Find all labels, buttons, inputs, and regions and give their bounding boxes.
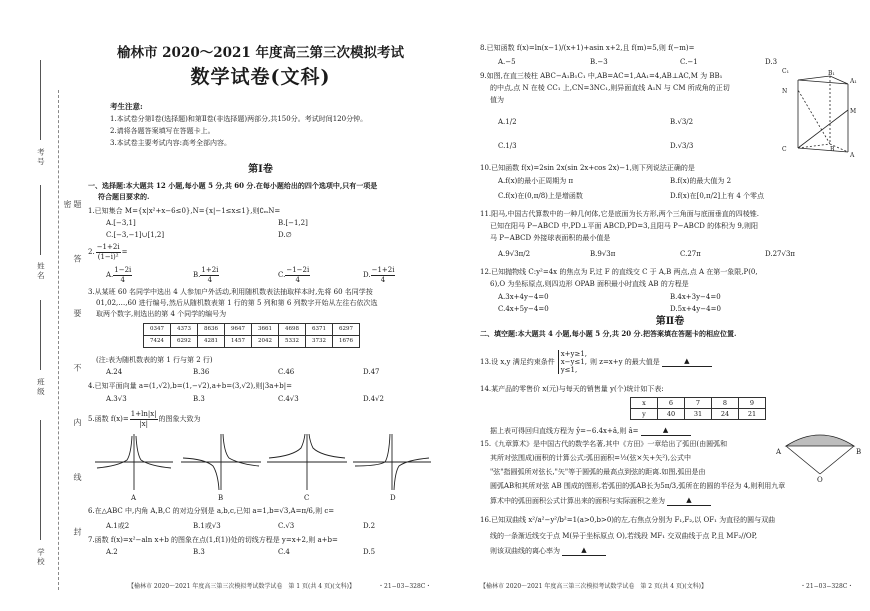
q8-option-d: D.3 (765, 58, 778, 66)
q13-answer-blank (662, 357, 712, 367)
q2-option-denominator: 4 (120, 275, 126, 284)
q14-answer-blank (641, 426, 691, 436)
q14-table-cell: 9 (739, 398, 766, 409)
q16-stem-2: 线的一条渐近线交于点 M(异于坐标原点 O),若线段 MF₁ 交双曲线于点 P,且 MF₂//OP, (490, 532, 758, 540)
q13-constraint-3: y≤1, (560, 366, 578, 375)
q2-option-letter: B. (193, 270, 201, 279)
q2-option-fraction (285, 266, 310, 285)
q6-option-b: B.1或√3 (193, 522, 221, 530)
q11-stem-2: 已知在阳马 P−ABCD 中,PD⊥平面 ABCD,PD=3,且阳马 P−ABCD 的体积为 9,则阳 (490, 222, 759, 230)
q5-label-c: C (304, 494, 310, 502)
q4-option-b: B.3 (193, 395, 205, 403)
q2-option-denominator: 4 (295, 275, 301, 284)
random-number-cell: 2042 (252, 335, 279, 347)
q9-option-a: A.1/2 (498, 118, 517, 126)
q3-note: (注:表为随机数表的第 1 行与第 2 行) (96, 356, 213, 364)
notice-item-3: 3.本试卷主要考试内容:高考全部内容。 (110, 139, 232, 147)
q2-option-letter: A. (106, 270, 114, 279)
q14-regression (490, 426, 691, 436)
q4-option-d: D.4√2 (363, 395, 384, 403)
random-number-cell: 5332 (279, 335, 306, 347)
q13-stem (480, 350, 712, 374)
q5-suffix: 的图象大致为 (158, 414, 201, 423)
part1-instruction-2: 符合题目要求的. (98, 192, 150, 201)
xingming-label: 姓名 (36, 262, 46, 281)
q12-option-b: B.4x+3y−4=0 (670, 293, 721, 301)
q2-stem (88, 243, 127, 262)
q10-stem: 10.已知函数 f(x)=2sin 2x(sin 2x+cos 2x)−1,则下列说法正确的是 (480, 164, 695, 172)
q2-fraction (96, 243, 121, 262)
q2-option-numerator: −1+2i (371, 266, 395, 274)
notice-item-1: 1.本试卷分第Ⅰ卷(选择题)和第Ⅱ卷(非选择题)两部分,共150分。考试时间120分钟。 (110, 115, 368, 123)
q2-option-numerator: 1+2i (201, 266, 219, 274)
arc-field-figure (780, 430, 860, 480)
kaohao-line (40, 60, 41, 140)
seal-line-text: 题 答 要 不 内 线 封 密 (63, 200, 82, 558)
q12-option-c: C.4x+5y−4=0 (498, 305, 549, 313)
fig-label-b1: B₁ (828, 70, 835, 77)
arc-label-b: B (856, 448, 862, 456)
q14-table-cell: 24 (712, 409, 739, 420)
q2-options (106, 266, 426, 286)
q1-option-a: A.[−3,1] (106, 219, 136, 227)
footer-left: 【榆林市 2020～2021 年度高三第三次模拟考试数学试卷 第 1 页(共 4 页)(文科)】 (128, 583, 355, 590)
q5-label-d: D (390, 494, 396, 502)
footer-right-code: ・21−03−328C・ (800, 583, 854, 590)
fig-label-a1: A₁ (850, 78, 857, 85)
q2-option-letter: C. (278, 270, 286, 279)
q2-option-d (363, 266, 395, 285)
q2-option-fraction (200, 266, 219, 285)
q2-denominator: (1−i)² (97, 252, 119, 261)
q9-stem-1: 9.如图,在直三棱柱 ABC−A₁B₁C₁ 中,AB=AC=1,AA₁=4,AB⊥AC,M 为 BB₁ (480, 72, 723, 80)
q14-table-cell: 40 (658, 409, 685, 420)
fig-label-m: M (850, 108, 857, 115)
footer-right: 【榆林市 2020～2021 年度高三第三次模拟考试数学试卷 第 2 页(共 4 页)(文科)】 (480, 583, 707, 590)
q5-label-a: A (131, 494, 137, 502)
q1-option-d: D.∅ (278, 231, 292, 239)
q2-option-numerator: 1−2i (114, 266, 132, 274)
xuexiao-line (40, 420, 41, 540)
part1-title: 第Ⅰ卷 (248, 164, 273, 175)
q3-stem-1: 3.从某班 60 名同学中选出 4 人参加户外活动,利用随机数表法抽取样本时,先将 60 名同学按 (88, 288, 373, 296)
q2-option-c (278, 266, 310, 285)
q9-option-d: D.√3/3 (670, 142, 694, 150)
q2-option-fraction (113, 266, 132, 285)
q6-stem: 6.在△ABC 中,内角 A,B,C 的对边分别是 a,b,c,已知 a=1,b=√3,A=π/6,则 c= (88, 507, 335, 515)
q3-option-b: B.36 (193, 368, 210, 376)
q3-option-c: C.46 (278, 368, 295, 376)
q2-equals: = (121, 247, 128, 256)
q9-stem-2: 的中点,点 N 在棱 CC₁ 上,CN=3NC₁,则异面直线 A₁N 与 CM 所成角的正切 (490, 84, 730, 92)
fig-label-c1: C₁ (782, 68, 789, 75)
q16-stem-3 (490, 546, 606, 556)
q16-answer-blank (562, 546, 606, 556)
random-number-cell: 4281 (198, 335, 225, 347)
q11-option-c: C.27π (680, 250, 701, 258)
q5-prefix: 5.函数 f(x)= (88, 414, 129, 423)
q14-table-cell: x (631, 398, 658, 409)
q15-stem-3: "弦"指圆弧所对弦长,"矢"等于圆弧的最高点到弦的距离.如图,弧田是由 (490, 468, 706, 476)
q3-stem-3: 取两个数字,则选出的第 4 个同学的编号为 (96, 310, 227, 318)
q12-stem-1: 12.已知抛物线 C:y²=4x 的焦点为 F,过 F 的直线交 C 于 A,B 两点,点 A 在第一象限,P(0, (480, 268, 758, 276)
q5-graph-c (267, 434, 347, 490)
q5-fraction (130, 410, 158, 429)
part2-instruction: 二、填空题:本大题共 4 小题,每小题 5 分,共 20 分.把答案填在答题卡的相应位置. (480, 329, 737, 338)
q11-option-b: B.9√3π (590, 250, 616, 258)
q14-row-x (631, 398, 766, 409)
random-row-2 (144, 335, 360, 347)
fig-label-a: A (850, 152, 855, 159)
footer-left-code: ・21−03−328C・ (378, 583, 432, 590)
fig-label-c: C (782, 146, 787, 153)
random-number-cell: 1676 (333, 335, 360, 347)
q16-stem-3-text: 则该双曲线的离心率为 (490, 546, 560, 555)
random-number-cell: 3732 (306, 335, 333, 347)
q6-option-c: C.√3 (278, 522, 295, 530)
q14-table-cell: y (631, 409, 658, 420)
q16-stem-1: 16.已知双曲线 x²/a²−y²/b²=1(a>0,b>0)的左,右焦点分别为 F₁,F₂,以 OF₁ 为直径的圆与双曲 (480, 516, 776, 524)
random-number-cell: 8636 (198, 324, 225, 336)
right-page (440, 0, 870, 611)
q2-number: 2. (88, 247, 95, 256)
q12-option-a: A.3x+4y−4=0 (498, 293, 549, 301)
q13-constraint-1: x+y≥1, (560, 350, 588, 358)
q15-stem-1: 15.《九章算术》是中国古代的数学名著,其中《方田》一章给出了弧田(由圆弧和 (480, 440, 728, 448)
q15-stem-5-text: 算术中的弧田面积公式计算出来的面积与实际面积之差为 (490, 496, 665, 505)
q5-label-b: B (218, 494, 224, 502)
q2-option-denominator: 4 (380, 275, 386, 284)
random-number-cell: 1457 (225, 335, 252, 347)
q14-table-cell: 31 (685, 409, 712, 420)
banji-label: 班级 (36, 378, 46, 397)
banji-line (40, 300, 41, 370)
q10-option-b: B.f(x)的最大值为 2 (670, 177, 732, 185)
q2-numerator: −1+2i (96, 243, 120, 251)
q14-table-cell: 6 (658, 398, 685, 409)
q2-option-numerator: −1−2i (286, 266, 310, 274)
q11-stem-1: 11.阳马,中国古代算数中的一种几何体,它是底面为长方形,两个三角面与底面垂直的四棱锥. (480, 210, 760, 218)
random-row-1 (144, 324, 360, 336)
q2-option-fraction (371, 266, 396, 285)
q13-constraint-2: x−y≤1, (560, 358, 588, 367)
q11-option-a: A.9√3π/2 (498, 250, 531, 258)
part1-instruction: 一、选择题:本大题共 12 小题,每小题 5 分,共 60 分.在每小题给出的四个选项中,只有一项是 (88, 181, 378, 190)
arc-label-o: O (817, 476, 823, 484)
q10-option-d: D.f(x)在[0,π/2]上有 4 个零点 (670, 192, 765, 200)
q15-stem-4: 圆弧AB和其所对弦 AB 围成的图形,若弧田的弧AB长为5π/3,弧所在的圆的半径为 4,则利用九章 (490, 482, 786, 490)
q10-option-a: A.f(x)的最小正周期为 π (498, 177, 574, 185)
q16-answer-mark: ▲ (581, 546, 587, 554)
q1-option-b: B.[−1,2] (278, 219, 308, 227)
q15-answer-blank (667, 496, 711, 506)
q8-option-b: B.−3 (590, 58, 608, 66)
q14-table (630, 397, 766, 420)
q1-option-c: C.[−3,−1]∪[1,2] (106, 231, 165, 239)
q8-option-c: C.−1 (680, 58, 698, 66)
arc-label-a: A (776, 448, 782, 456)
random-number-cell: 0347 (144, 324, 171, 336)
q2-option-a (106, 266, 132, 285)
random-number-cell: 4698 (279, 324, 306, 336)
fig-label-n: N (782, 88, 788, 95)
q14-answer-mark: ▲ (662, 426, 669, 434)
q9-stem-3: 值为 (490, 96, 504, 104)
q5-stem (88, 410, 201, 429)
exam-title: 榆林市 2020～2021 年度高三第三次模拟考试 (116, 45, 405, 61)
notice-heading: 考生注意: (110, 102, 143, 111)
xuexiao-label: 学校 (36, 548, 46, 567)
q7-option-b: B.3 (193, 548, 205, 556)
q12-stem-2: 6),O 为坐标原点,则四边形 OPAB 面积最小时直线 AB 的方程是 (490, 280, 689, 288)
kaohao-label: 考号 (36, 148, 46, 167)
q2-option-b (193, 266, 219, 285)
q11-option-d: D.27√3π (765, 250, 796, 258)
q7-option-a: A.2 (106, 548, 118, 556)
q7-option-c: C.4 (278, 548, 290, 556)
q14-table-cell: 8 (712, 398, 739, 409)
q13-suffix: 则 z=x+y 的最大值是 (590, 357, 660, 366)
q8-option-a: A.−5 (498, 58, 516, 66)
q15-answer-mark: ▲ (686, 496, 692, 504)
q3-option-a: A.24 (106, 368, 123, 376)
random-number-cell: 9647 (225, 324, 252, 336)
q5-graph-a (95, 434, 173, 490)
q6-option-a: A.1或2 (106, 522, 130, 530)
random-number-cell: 4373 (171, 324, 198, 336)
q15-stem-2: 其所对弦围成)面积的计算公式:弧田面积=½(弦×矢+矢²),公式中 (490, 454, 691, 462)
q3-stem-2: 01,02,…,60 进行编号,然后从随机数表第 1 行的第 5 列和第 6 列数字开始从左往右依次选 (96, 299, 378, 307)
q14-row-y (631, 409, 766, 420)
q14-stem: 14.某产品的零售价 x(元)与每天的销售量 y(个)统计如下表: (480, 385, 664, 393)
q5-graphs (93, 432, 433, 492)
q8-stem: 8.已知函数 f(x)=ln(x−1)/(x+1)+asin x+2,且 f(m)=5,则 f(−m)= (480, 44, 695, 52)
binding-margin (0, 0, 90, 611)
seal-dashed-line (58, 90, 59, 590)
q7-option-d: D.5 (363, 548, 376, 556)
random-number-cell: 3661 (252, 324, 279, 336)
q5-denominator: |x| (139, 419, 148, 428)
q14-table-cell: 7 (685, 398, 712, 409)
q11-stem-3: 马 P−ABCD 外接球表面积的最小值是 (490, 234, 611, 242)
part2-title: 第Ⅱ卷 (655, 316, 685, 327)
q2-option-letter: D. (363, 270, 371, 279)
q9-option-c: C.1/3 (498, 142, 517, 150)
random-number-table (143, 323, 360, 348)
q9-option-b: B.√3/2 (670, 118, 694, 126)
q4-option-c: C.4√3 (278, 395, 299, 403)
random-number-cell: 6292 (171, 335, 198, 347)
q14-table-cell: 21 (739, 409, 766, 420)
q7-stem: 7.函数 f(x)=x²−aln x+b 的图象在点(1,f(1))处的切线方程是 y=x+2,则 a+b= (88, 536, 338, 544)
q6-option-d: D.2 (363, 522, 376, 530)
xingming-line (40, 185, 41, 255)
fig-label-b: B (830, 146, 835, 153)
q12-option-d: D.5x+4y−4=0 (670, 305, 721, 313)
q13-prefix: 13.设 x,y 满足约束条件 (480, 357, 555, 366)
q5-numerator: 1+ln|x| (130, 410, 157, 418)
q5-graph-d (353, 434, 431, 490)
q1-stem: 1.已知集合 M={x|x²+x−6≤0},N={x|−1≤x≤1},则∁ₘN= (88, 207, 281, 215)
q13-constraints (558, 350, 587, 374)
q4-stem: 4.已知平面向量 a=(1,√2),b=(1,−√2),a+b=(3,√2),则|3a+b|= (88, 382, 292, 390)
q4-option-a: A.3√3 (106, 395, 127, 403)
q13-answer-mark: ▲ (684, 357, 690, 366)
q15-stem-5 (490, 496, 711, 506)
notice-item-2: 2.请将各题答案填写在答题卡上。 (110, 127, 215, 135)
random-number-cell: 6297 (333, 324, 360, 336)
random-number-cell: 7424 (144, 335, 171, 347)
q14-regression-text: 据上表可得回归直线方程为 ŷ=−6.4x+â,则 â= (490, 426, 639, 435)
paper-title: 数学试卷(文科) (190, 66, 331, 88)
q5-graph-b (181, 434, 261, 490)
q10-option-c: C.f(x)在(0,π/8)上是增函数 (498, 192, 583, 200)
random-number-cell: 6371 (306, 324, 333, 336)
q2-option-denominator: 4 (207, 275, 213, 284)
q3-option-d: D.47 (363, 368, 380, 376)
